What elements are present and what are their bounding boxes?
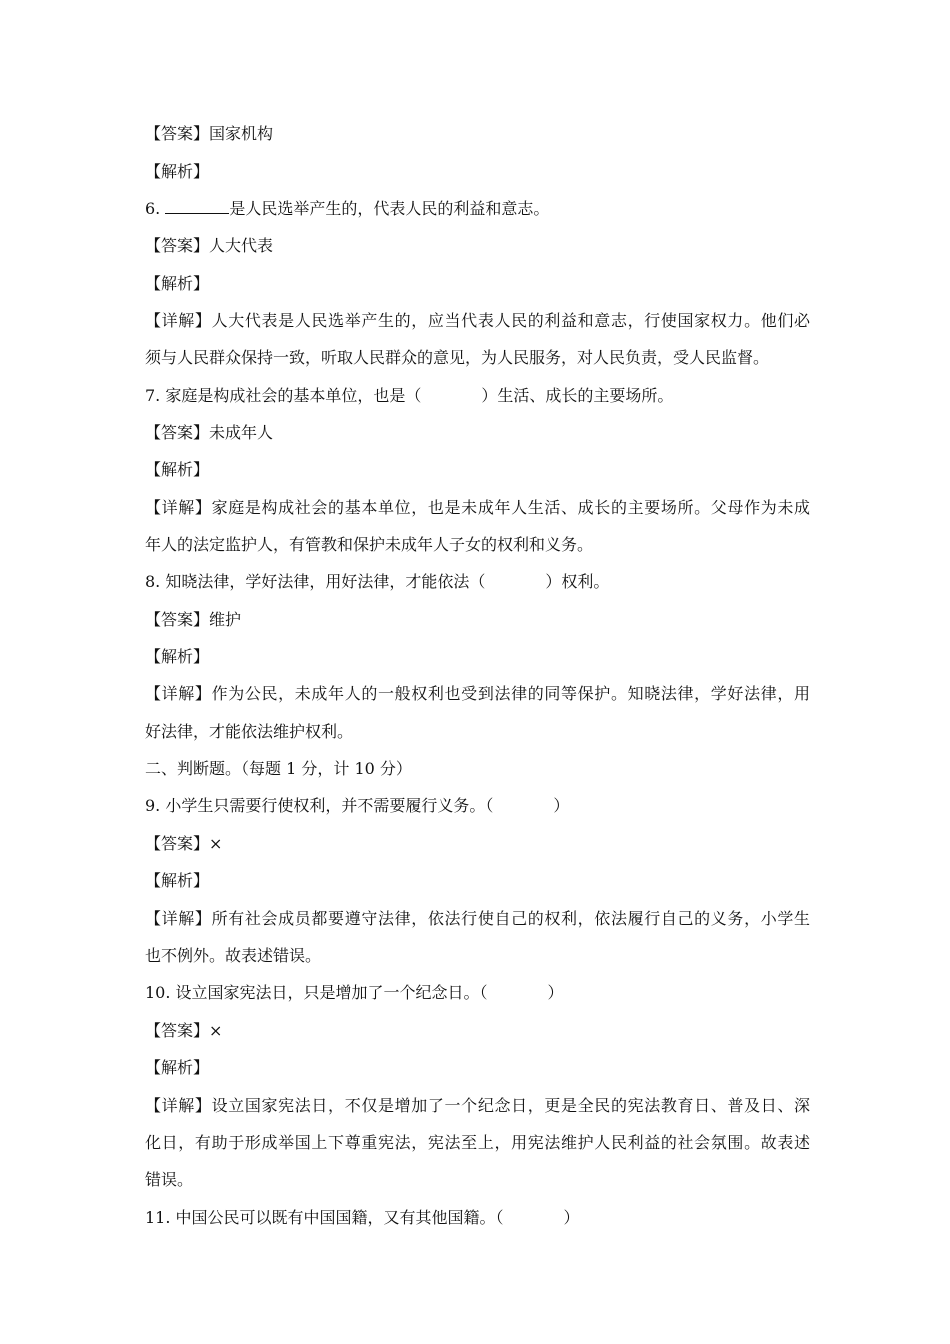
question-11 bbox=[145, 1208, 810, 1228]
answer-line: 【答案】未成年人 bbox=[145, 423, 274, 442]
question-text: ） bbox=[563, 1208, 580, 1227]
answer-line: 【答案】× bbox=[145, 1021, 223, 1040]
analysis-label: 【解析】 bbox=[145, 274, 210, 293]
question-text: 9. 小学生只需要行使权利，并不需要履行义务。（ bbox=[145, 796, 494, 815]
answer-line: 【答案】维护 bbox=[145, 610, 242, 629]
detail-line: 好法律，才能依法维护权利。 bbox=[145, 722, 354, 741]
question-7 bbox=[145, 386, 810, 406]
question-8 bbox=[145, 572, 810, 592]
detail-line: 【详解】家庭是构成社会的基本单位，也是未成年人生活、成长的主要场所。父母作为未成 bbox=[145, 498, 810, 517]
detail-line: 【详解】作为公民，未成年人的一般权利也受到法律的同等保护。知晓法律，学好法律，用 bbox=[145, 684, 810, 703]
question-text: 8. 知晓法律，学好法律，用好法律，才能依法（ bbox=[145, 572, 486, 591]
question-text: ）生活、成长的主要场所。 bbox=[481, 386, 674, 405]
detail-line: 错误。 bbox=[145, 1170, 194, 1189]
question-10 bbox=[145, 983, 810, 1003]
question-text: 10. 设立国家宪法日，只是增加了一个纪念日。（ bbox=[145, 983, 488, 1002]
question-text: 7. 家庭是构成社会的基本单位，也是（ bbox=[145, 386, 422, 405]
question-text: 是人民选举产生的，代表人民的利益和意志。 bbox=[229, 199, 550, 218]
detail-line: 年人的法定监护人，有管教和保护未成年人子女的权利和义务。 bbox=[145, 535, 594, 554]
detail-line: 化日，有助于形成举国上下尊重宪法，宪法至上，用宪法维护人民利益的社会氛围。故表述 bbox=[145, 1133, 810, 1152]
answer-line: 【答案】× bbox=[145, 834, 223, 853]
question-text: ） bbox=[553, 796, 570, 815]
detail-line: 【详解】人大代表是人民选举产生的，应当代表人民的利益和意志，行使国家权力。他们必 bbox=[145, 311, 810, 330]
analysis-label: 【解析】 bbox=[145, 871, 210, 890]
analysis-label: 【解析】 bbox=[145, 460, 210, 479]
question-text: 11. 中国公民可以既有中国国籍，又有其他国籍。（ bbox=[145, 1208, 504, 1227]
question-text: ）权利。 bbox=[545, 572, 610, 591]
question-text: ） bbox=[547, 983, 564, 1002]
analysis-label: 【解析】 bbox=[145, 1058, 210, 1077]
analysis-label: 【解析】 bbox=[145, 162, 210, 181]
detail-line: 【详解】所有社会成员都要遵守法律，依法行使自己的权利，依法履行自己的义务，小学生 bbox=[145, 909, 810, 928]
section-heading: 二、判断题。（每题 1 分，计 10 分） bbox=[145, 759, 412, 778]
detail-line: 也不例外。故表述错误。 bbox=[145, 946, 322, 965]
answer-line: 【答案】国家机构 bbox=[145, 124, 274, 143]
analysis-label: 【解析】 bbox=[145, 647, 210, 666]
detail-line: 须与人民群众保持一致，听取人民群众的意见，为人民服务，对人民负责，受人民监督。 bbox=[145, 348, 770, 367]
question-number: 6. bbox=[145, 199, 161, 218]
answer-line: 【答案】人大代表 bbox=[145, 236, 274, 255]
question-6 bbox=[145, 199, 810, 219]
detail-line: 【详解】设立国家宪法日，不仅是增加了一个纪念日，更是全民的宪法教育日、普及日、深 bbox=[145, 1096, 810, 1115]
fill-blank bbox=[165, 199, 229, 214]
question-9 bbox=[145, 796, 810, 816]
